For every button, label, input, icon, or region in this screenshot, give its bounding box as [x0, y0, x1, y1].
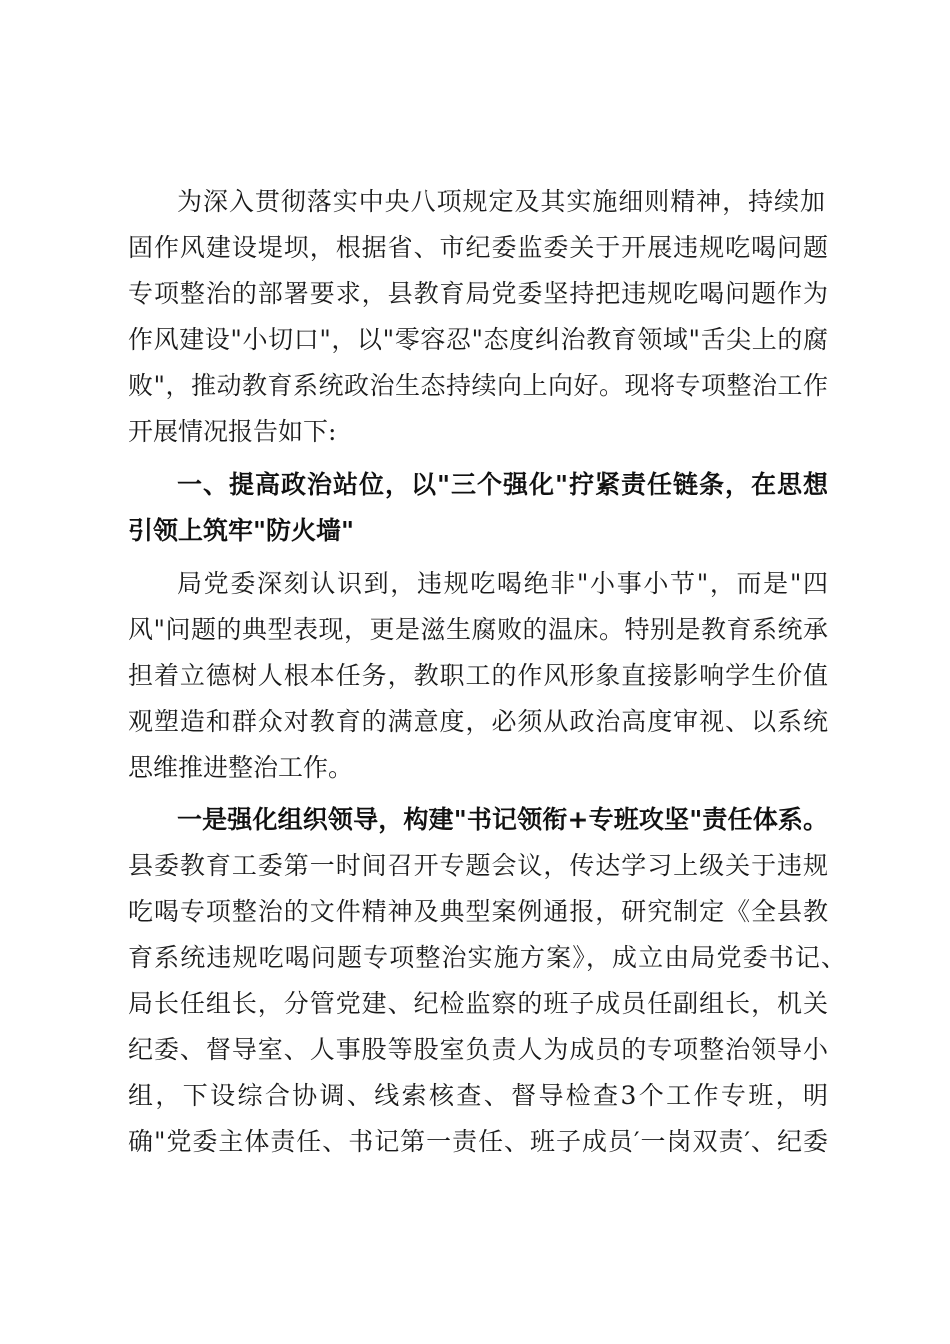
point1-line-1: 县委教育工委第一时间召开专题会议，传达学习上级关于违规: [128, 851, 828, 880]
section1-line-1: 局党委深刻认识到，违规吃喝绝非"小事小节"，而是"四: [177, 569, 828, 598]
intro-line-1: 为深入贯彻落实中央八项规定及其实施细则精神，持续加: [177, 187, 825, 216]
section1-line-4: 观塑造和群众对教育的满意度，必须从政治高度审视、以系统: [128, 707, 828, 736]
section1-line-3: 担着立德树人根本任务，教职工的作风形象直接影响学生价值: [128, 661, 828, 690]
intro-line-4: 作风建设"小切口"，以"零容忍"态度纠治教育领域"舌尖上的腐: [128, 325, 828, 354]
point1-line-3: 育系统违规吃喝问题专项整治实施方案》，成立由局党委书记、: [128, 943, 846, 972]
intro-line-5: 败"，推动教育系统政治生态持续向上向好。现将专项整治工作: [128, 371, 828, 400]
point1-line-5: 纪委、督导室、人事股等股室负责人为成员的专项整治领导小: [128, 1035, 828, 1064]
point1-title: 一是强化组织领导，构建"书记领衔+专班攻坚"责任体系。: [177, 805, 828, 834]
intro-line-3: 专项整治的部署要求，县教育局党委坚持把违规吃喝问题作为: [128, 279, 828, 308]
point1-line-6: 组，下设综合协调、线索核查、督导检查3个工作专班，明: [128, 1081, 828, 1110]
point1-line-4: 局长任组长，分管党建、纪检监察的班子成员任副组长，机关: [128, 989, 828, 1018]
intro-line-6: 开展情况报告如下:: [128, 417, 337, 446]
point1-line-7: 确"党委主体责任、书记第一责任、班子成员′一岗双责′、纪委: [128, 1127, 828, 1156]
point1-line-2: 吃喝专项整治的文件精神及典型案例通报，研究制定《全县教: [128, 897, 828, 926]
section-heading-line-1: 一、提高政治站位，以"三个强化"拧紧责任链条，在思想: [177, 470, 828, 499]
section1-line-2: 风"问题的典型表现，更是滋生腐败的温床。特别是教育系统承: [128, 615, 828, 644]
section1-line-5: 思维推进整治工作。: [128, 753, 354, 782]
intro-line-2: 固作风建设堤坝，根据省、市纪委监委关于开展违规吃喝问题: [128, 233, 828, 262]
section-heading-line-2: 引领上筑牢"防火墙": [128, 516, 355, 545]
